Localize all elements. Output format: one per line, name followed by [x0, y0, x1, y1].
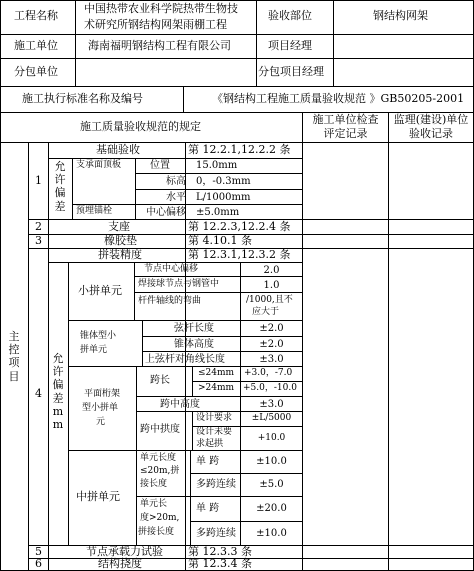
axis-bend-value-line2: 应大于: [252, 307, 280, 317]
span-le24-value: +3.0，-7.0: [244, 368, 293, 378]
no-requirement-label-line2: 求起拱: [196, 439, 224, 449]
single-span2-value: ±20.0: [256, 503, 287, 514]
item-1-clause: 第 12.2.1,12.2.2 条: [188, 143, 291, 156]
subcontract-manager-label: 分包项目经理: [258, 65, 324, 78]
top-diagonal-value: ±3.0: [259, 354, 284, 365]
item-4-clause: 第 12.3.1,12.3.2 条: [188, 248, 291, 261]
item-5-clause: 第 12.3.3 条: [188, 545, 252, 558]
project-name-value-line1: 中国热带农业科学院热带生物技: [84, 2, 238, 15]
item-1-deviation-label: 允许偏差: [54, 160, 66, 213]
construction-unit-label: 施工单位: [14, 39, 58, 52]
grid-line: [136, 396, 302, 397]
span-gt24-label: >24mm: [198, 383, 235, 393]
node-center-label: 节点中心偏移: [144, 264, 199, 274]
grid-line: [134, 262, 135, 320]
truss-unit-label-line2: 型小拼单: [82, 403, 119, 413]
design-requirement-value: ±L/5000: [251, 413, 292, 423]
top-diagonal-label: 上弦杆对角线长度: [145, 354, 225, 365]
multi-span2-label: 多跨连续: [196, 528, 236, 539]
grid-line: [0, 34, 474, 35]
grid-line: [183, 86, 184, 112]
single-span-value: ±10.0: [256, 456, 287, 467]
item-6-number: 6: [35, 557, 42, 570]
standard-label: 施工执行标准名称及编号: [22, 92, 143, 105]
axis-bend-value-line1: /1000,且不: [246, 295, 293, 305]
grid-line: [190, 450, 191, 545]
chord-length-label: 弦杆长度: [174, 323, 214, 334]
grid-line: [72, 204, 302, 205]
design-requirement-label: 设计要求: [196, 413, 233, 423]
grid-line: [142, 320, 143, 366]
level-value: L/1000mm: [196, 192, 251, 203]
unit-le20-label-line2: ≤20m,拼: [140, 466, 180, 476]
grid-line: [142, 336, 302, 337]
acceptance-part-value: 钢结构网架: [373, 9, 428, 22]
axis-bend-label: 杆件轴线的弯曲: [138, 296, 202, 306]
cone-unit-label-line2: 拼单元: [80, 345, 108, 355]
elevation-label: 标高: [166, 176, 186, 187]
item-3-name: 橡胶垫: [104, 234, 137, 247]
item-4-name: 拼装精度: [98, 248, 142, 261]
supervisor-column-header-line2: 验收记录: [409, 127, 453, 140]
grid-line: [190, 473, 302, 474]
grid-line: [136, 496, 302, 497]
mid-unit-label: 中拼单元: [76, 490, 120, 503]
grid-line: [0, 86, 474, 87]
project-name-value-line2: 术研究所钢结构网架雨棚工程: [84, 18, 227, 31]
item-3-clause: 第 4.10.1 条: [188, 234, 252, 247]
grid-line: [192, 381, 302, 382]
single-span-label: 单 跨: [196, 456, 220, 467]
grid-line: [68, 262, 69, 545]
grid-line: [134, 276, 302, 277]
item-2-name: 支座: [108, 220, 130, 233]
construction-unit-value: 海南福明钢结构工程有限公司: [88, 39, 231, 52]
span-gt24-value: +5.0，-10.0: [243, 383, 297, 393]
spec-column-header: 施工质量验收规范的规定: [80, 120, 201, 133]
grid-line: [48, 158, 302, 159]
unit-gt20-label-line2: 度>20m,: [140, 513, 180, 523]
grid-line: [72, 158, 73, 219]
grid-line: [68, 320, 302, 321]
no-requirement-label-line1: 设计未要: [196, 427, 233, 437]
anchor-bolt-label: 预埋锚栓: [76, 206, 113, 216]
unit-le20-label-line1: 单元长度: [140, 453, 177, 463]
mid-height-label: 跨中高度: [160, 399, 200, 410]
contractor-column-header-line1: 施工单位检查: [312, 113, 379, 126]
standard-value: 《钢结构工程施工质量验收规范 》GB50205-2001: [212, 92, 465, 105]
grid-line: [135, 189, 302, 190]
grid-line: [388, 112, 389, 570]
item-3-number: 3: [35, 234, 42, 247]
grid-line: [0, 58, 474, 59]
grid-line: [135, 173, 302, 174]
position-label: 位置: [150, 160, 170, 171]
multi-span2-value: ±10.0: [256, 528, 287, 539]
support-plate-label: 支承面顶板: [76, 160, 122, 170]
multi-span-label: 多跨连续: [196, 479, 236, 490]
small-unit-label: 小拼单元: [78, 284, 122, 297]
chord-length-value: ±2.0: [259, 323, 284, 334]
node-center-value: 2.0: [263, 265, 280, 276]
subcontract-unit-label: 分包单位: [14, 65, 58, 78]
grid-line: [142, 351, 302, 352]
grid-line: [28, 142, 29, 570]
cone-height-label: 锥体高度: [174, 339, 214, 350]
position-value: 15.0mm: [196, 160, 238, 171]
unit-gt20-label-line1: 单元长: [140, 499, 168, 509]
truss-unit-label-line3: 元: [96, 417, 106, 427]
acceptance-part-label: 验收部位: [268, 9, 312, 22]
grid-line: [136, 411, 302, 412]
span-le24-label: ≤24mm: [198, 368, 235, 378]
project-name-label: 工程名称: [14, 9, 58, 22]
single-span2-label: 单 跨: [196, 503, 220, 514]
project-manager-label: 项目经理: [268, 39, 312, 52]
grid-line: [302, 112, 303, 570]
level-label: 水平: [166, 192, 186, 203]
grid-line: [136, 366, 137, 450]
grid-line: [68, 450, 302, 451]
grid-line: [48, 262, 302, 263]
truss-unit-label-line1: 平面桁架: [84, 389, 121, 399]
elevation-value: 0，-0.3mm: [196, 176, 251, 187]
grid-line: [192, 411, 193, 450]
grid-line: [48, 142, 49, 570]
grid-line: [256, 0, 257, 86]
weld-ball-label-line1: 焊接球节点与钢管中: [138, 279, 220, 289]
cone-height-value: ±2.0: [259, 339, 284, 350]
item-1-name: 基础验收: [96, 143, 140, 156]
no-requirement-value: +10.0: [257, 433, 286, 443]
grid-line: [0, 0, 474, 1]
item-2-number: 2: [35, 220, 42, 233]
mid-height-value: ±3.0: [259, 399, 284, 410]
grid-line: [134, 292, 302, 293]
grid-line: [75, 0, 76, 86]
item-2-clause: 第 12.2.3,12.2.4 条: [188, 220, 291, 233]
grid-line: [68, 366, 302, 367]
item-5-name: 节点承载力试验: [86, 545, 163, 558]
center-offset-label: 中心偏移: [146, 207, 186, 218]
unit-gt20-label-line3: 拼接长度: [138, 527, 175, 537]
main-control-group-label: 主控项目: [8, 330, 20, 383]
item-6-clause: 第 12.3.4 条: [188, 557, 252, 570]
grid-line: [190, 521, 302, 522]
contractor-column-header-line2: 评定记录: [323, 127, 368, 140]
item-4-deviation-label: 允许偏差mm: [52, 352, 64, 431]
camber-label: 跨中拱度: [140, 424, 180, 435]
unit-le20-label-line3: 接长度: [140, 479, 168, 489]
center-offset-value: ±5.0mm: [196, 207, 240, 218]
multi-span-value: ±5.0: [259, 479, 284, 490]
item-5-number: 5: [35, 545, 42, 558]
item-4-number: 4: [35, 387, 42, 400]
cone-unit-label-line1: 锥体型小: [80, 331, 117, 341]
grid-line: [0, 0, 1, 571]
grid-line: [333, 0, 334, 86]
item-1-number: 1: [35, 174, 42, 187]
span-label: 跨长: [150, 375, 170, 386]
grid-line: [136, 450, 137, 545]
supervisor-column-header-line1: 监理(建设)单位: [393, 113, 469, 126]
weld-ball-value: 1.0: [263, 280, 280, 291]
item-6-name: 结构挠度: [98, 557, 142, 570]
